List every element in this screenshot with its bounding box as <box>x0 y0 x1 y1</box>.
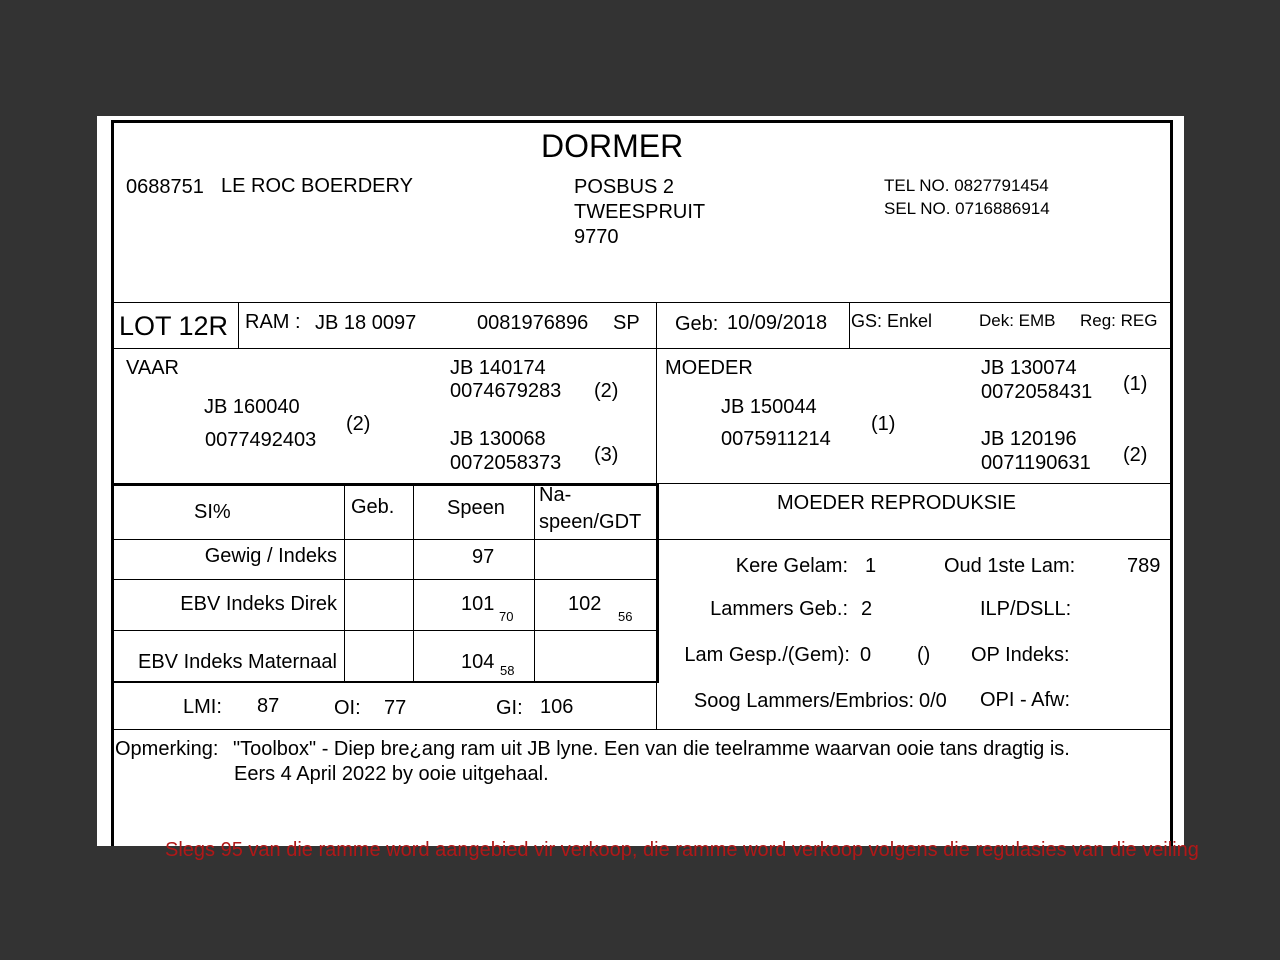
moeder-label: MOEDER <box>665 357 753 379</box>
naspeen-header: Na- <box>539 484 572 506</box>
repro-title: MOEDER REPRODUKSIE <box>777 492 1016 514</box>
naspeen-accuracy: 56 <box>618 609 633 624</box>
vaar-sire-id: JB 140174 <box>450 357 546 379</box>
address-line: 9770 <box>574 226 619 248</box>
row-label: Gewig / Indeks <box>204 545 337 567</box>
vdivider-gs <box>849 302 850 348</box>
naspeen-header-2: speen/GDT <box>539 511 642 533</box>
sel-number: SEL NO. 0716886914 <box>884 199 1050 218</box>
moeder-sire-number: 0072058431 <box>981 381 1093 403</box>
vaar-label: VAAR <box>126 357 179 379</box>
speen-accuracy: 70 <box>499 609 514 624</box>
soog-label: Soog Lammers/Embrios: <box>693 690 914 712</box>
moeder-rank: (1) <box>871 413 896 435</box>
divider-remark-top <box>113 729 1172 730</box>
moeder-sire-id: JB 130074 <box>981 357 1077 379</box>
vdivider-si-label <box>344 485 345 682</box>
owner-name: LE ROC BOERDERY <box>221 175 413 197</box>
moeder-dam-rank: (2) <box>1123 444 1148 466</box>
divider-repro-title <box>658 539 1172 540</box>
gs-value: GS: Enkel <box>851 311 933 331</box>
moeder-dam-id: JB 120196 <box>981 428 1077 450</box>
divider-si-row2 <box>113 579 658 580</box>
lammers-geb-label: Lammers Geb.: <box>710 598 848 620</box>
opmerking-label: Opmerking: <box>115 738 219 760</box>
lot-label: LOT 12R <box>119 311 229 341</box>
gi-value: 106 <box>540 696 574 718</box>
footer-note: Slegs 95 van die ramme word aangebied vir verkoop, die ramme word verkoop volgens die regulasies van die veiling <box>165 839 1199 861</box>
divider-si-row3 <box>113 630 658 631</box>
row-label: EBV Indeks Direk <box>180 593 337 615</box>
border-top <box>111 120 1173 123</box>
moeder-number: 0075911214 <box>721 428 831 450</box>
dek-value: Dek: EMB <box>979 311 1056 330</box>
ilp-dsll-label: ILP/DSLL: <box>980 598 1072 620</box>
vdivider-lot <box>238 302 239 348</box>
breed-title: DORMER <box>541 128 684 164</box>
kere-gelam-label: Kere Gelam: <box>735 555 848 577</box>
kere-gelam-value: 1 <box>865 555 877 577</box>
si-header: SI% <box>194 501 231 523</box>
vaar-id: JB 160040 <box>204 396 300 418</box>
divider-lot-top <box>113 302 1172 303</box>
op-indeks-label: OP Indeks: <box>971 644 1070 666</box>
vaar-number: 0077492403 <box>205 429 317 451</box>
oi-label: OI: <box>334 697 361 719</box>
lam-gesp-label: Lam Gesp./(Gem): <box>684 644 850 666</box>
divider-pedigree-top <box>113 348 1172 349</box>
ram-id: JB 18 0097 <box>315 312 417 334</box>
vaar-dam-rank: (3) <box>594 444 619 466</box>
vdivider-si-speen <box>534 485 535 682</box>
ram-reg-suffix: SP <box>613 312 640 334</box>
naspeen-value: 102 <box>568 593 602 615</box>
oud-1ste-lam-value: 789 <box>1127 555 1161 577</box>
opmerking-line: Eers 4 April 2022 by ooie uitgehaal. <box>234 763 549 785</box>
oi-value: 77 <box>384 697 407 719</box>
opmerking-line: "Toolbox" - Diep bre¿ang ram uit JB lyne. Een van die teelramme waarvan ooie tans dragtig is. <box>233 738 1070 760</box>
opi-afw-label: OPI - Afw: <box>980 689 1071 711</box>
lmi-label: LMI: <box>183 696 222 718</box>
address-line: POSBUS 2 <box>574 176 675 198</box>
tel-number: TEL NO. 0827791454 <box>884 176 1049 195</box>
vaar-sire-number: 0074679283 <box>450 380 562 402</box>
gi-label: GI: <box>496 697 523 719</box>
lam-gesp-value: 0 <box>860 644 872 666</box>
speen-value: 104 <box>461 651 495 673</box>
geb-header: Geb. <box>351 496 395 518</box>
owner-code: 0688751 <box>126 176 204 198</box>
oud-1ste-lam-label: Oud 1ste Lam: <box>944 555 1076 577</box>
soog-value: 0/0 <box>919 690 947 712</box>
vaar-dam-number: 0072058373 <box>450 452 562 474</box>
speen-value: 101 <box>461 593 495 615</box>
vaar-sire-rank: (2) <box>594 380 619 402</box>
geb-date: 10/09/2018 <box>727 312 828 334</box>
address-line: TWEESPRUIT <box>574 201 706 223</box>
speen-value: 97 <box>472 546 495 568</box>
moeder-id: JB 150044 <box>721 396 817 418</box>
ram-label: RAM : <box>245 311 301 333</box>
moeder-sire-rank: (1) <box>1123 373 1148 395</box>
speen-accuracy: 58 <box>500 663 515 678</box>
vaar-rank: (2) <box>346 413 371 435</box>
moeder-dam-number: 0071190631 <box>981 452 1091 474</box>
vdivider-si-geb <box>413 485 414 682</box>
lammers-geb-value: 2 <box>861 598 873 620</box>
vdivider-si-right <box>656 484 659 683</box>
divider-si-row1 <box>113 539 658 540</box>
vaar-dam-id: JB 130068 <box>450 428 546 450</box>
divider-si-top <box>113 484 658 486</box>
reg-value: Reg: REG <box>1080 311 1158 330</box>
geb-label: Geb: <box>675 313 719 335</box>
ram-info-sheet <box>97 116 1199 861</box>
row-label: EBV Indeks Maternaal <box>138 651 337 673</box>
speen-header: Speen <box>447 497 505 519</box>
divider-si-bottom <box>113 681 658 683</box>
lmi-value: 87 <box>257 695 280 717</box>
lam-gem-value: () <box>917 644 931 666</box>
ram-reg-number: 0081976896 <box>477 312 589 334</box>
